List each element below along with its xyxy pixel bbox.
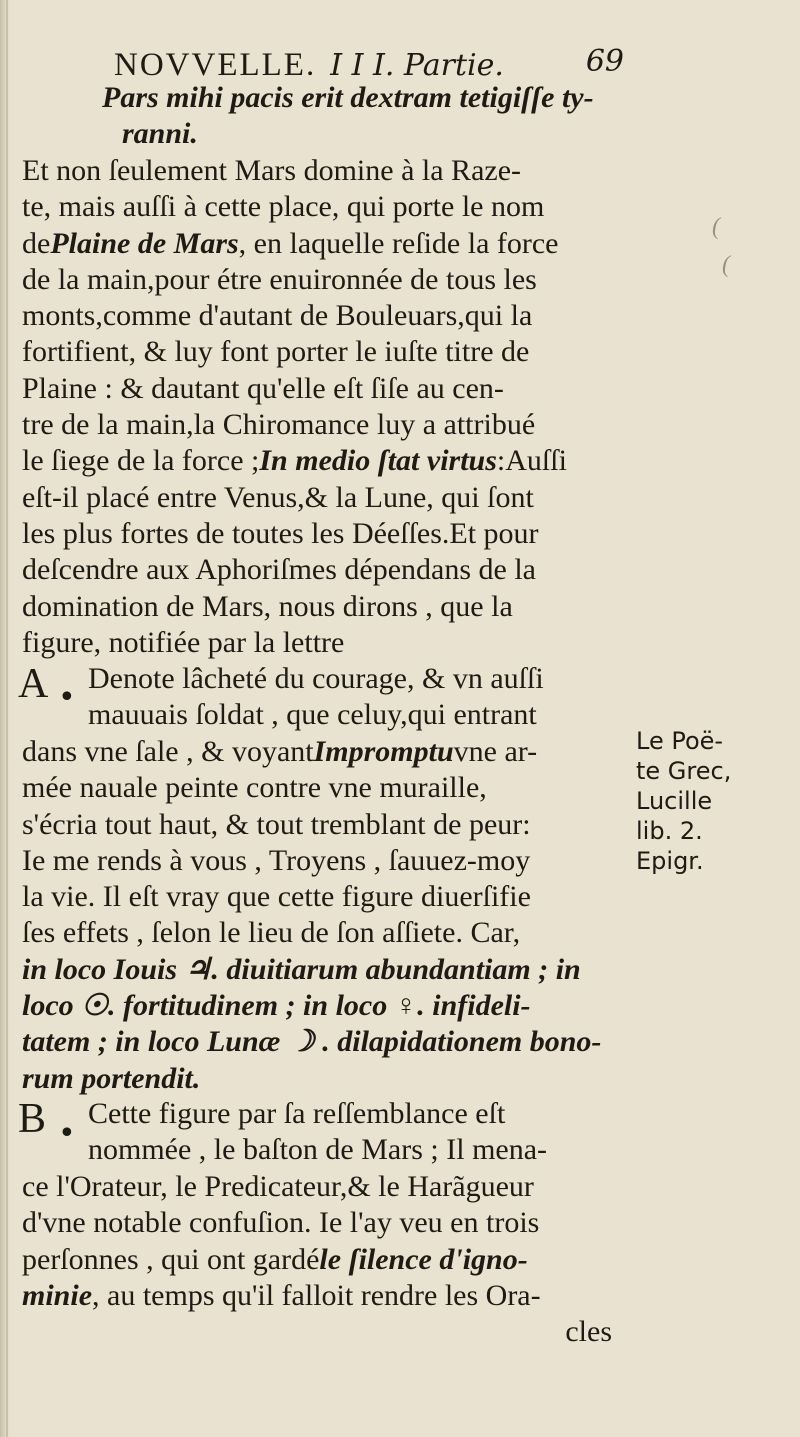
text-run: vne ar-: [453, 735, 538, 768]
marginal-line: Epigr.: [636, 847, 704, 875]
text-run: Plaine : & dautant qu'elle eſt ſiſe au cen-: [22, 371, 504, 405]
paragraph-mars-plain: [22, 153, 622, 661]
italic-run: tatem ; in loco Lunæ ☽ . dilapidationem bono-: [22, 1025, 602, 1059]
text-run: figure, notifiée par la lettre: [22, 625, 345, 659]
text-line: [22, 1242, 622, 1278]
text-run: :Auſſi: [496, 444, 567, 478]
text-line: [22, 189, 622, 225]
text-line: [22, 770, 622, 806]
drop-initial-a: A: [18, 661, 49, 707]
catchword: cles: [565, 1315, 612, 1349]
text-run: de: [22, 226, 51, 260]
text-line: [22, 734, 622, 770]
header-part: I I I. Partie.: [330, 48, 504, 83]
marginal-line: Le Poë-: [636, 727, 724, 755]
section-a-hanging: [88, 661, 616, 734]
drop-initial-b: B: [18, 1096, 47, 1142]
section-b-body: [22, 1169, 622, 1350]
text-line: [88, 1132, 616, 1168]
running-header: [114, 44, 634, 84]
text-run: Et non ſeulement Mars domine à la Raze-: [22, 154, 521, 187]
header-title: NOVVELLE.: [114, 47, 317, 83]
text-line: [22, 1278, 622, 1314]
latin-line: [22, 952, 622, 988]
marginal-line: Lucille: [636, 787, 713, 815]
section-a-body: [22, 734, 622, 1097]
margin-pencil-mark: (: [712, 214, 720, 240]
text-line: [22, 371, 622, 407]
quote-text: Pars mihi pacis erit dextram tetigiſſe ty-: [102, 81, 594, 114]
text-line: [22, 443, 622, 479]
text-run: tre de la main,la Chiromance luy a attribué: [22, 408, 536, 442]
text-line: [88, 661, 616, 697]
text-run: eſt-il placé entre Venus,& la Lune, qui ſont: [22, 480, 534, 514]
quote-line: [22, 116, 622, 152]
italic-run: Impromptu: [313, 735, 454, 768]
text-run: mée nauale peinte contre vne muraille,: [22, 771, 487, 805]
catchword-line: [22, 1314, 622, 1350]
quote-text: ranni.: [122, 117, 198, 151]
text-line: [22, 552, 622, 588]
text-run: te, mais auſſi à cette place, qui porte le nom: [22, 190, 545, 224]
italic-run: Plaine de Mars: [50, 226, 239, 260]
italic-run: le ſilence d'igno-: [319, 1242, 528, 1276]
latin-line: [22, 1061, 622, 1097]
text-run: , au temps qu'il falloit rendre les Ora-: [92, 1278, 541, 1312]
text-run: deſcendre aux Aphoriſmes dépendans de la: [22, 553, 536, 587]
quote-line: [22, 80, 622, 116]
text-run: dans vne ſale , & voyant: [22, 735, 314, 768]
text-run: de la main,pour étre enuironnée de tous les: [22, 262, 537, 296]
italic-run: in loco Iouis ♃. diuitiarum abundantiam ; in: [22, 952, 581, 986]
text-line: [22, 1205, 622, 1241]
text-run: Cette figure par ſa reſſemblance eſt: [88, 1097, 506, 1130]
page-binding-edge: [0, 0, 10, 1437]
text-line: [22, 516, 622, 552]
text-line: [22, 153, 622, 189]
text-line: [22, 298, 622, 334]
marginal-note: [636, 726, 786, 876]
text-line: [22, 915, 622, 951]
text-run: Ie me rends à vous , Troyens , ſauuez-moy: [22, 843, 531, 877]
text-run: domination de Mars, nous dirons , que la: [22, 589, 513, 623]
initial-dot: •: [58, 680, 76, 715]
text-line: [22, 879, 622, 915]
text-run: , en laquelle reſide la force: [238, 226, 559, 260]
text-run: les plus fortes de toutes les Déeſſes.Et pour: [22, 516, 539, 550]
italic-run: minie: [22, 1278, 93, 1312]
italic-run: In medio ſtat virtus: [259, 444, 497, 478]
italic-run: loco ☉. fortitudinem ; in loco ♀. infideli-: [22, 989, 531, 1023]
text-line: [22, 1169, 622, 1205]
text-run: Denote lâcheté du courage, & vn auſſi: [88, 662, 544, 695]
page-number: 69: [585, 44, 624, 79]
text-run: nommée , le baſton de Mars ; Il mena-: [88, 1133, 548, 1167]
text-run: le ſiege de la force ;: [22, 444, 260, 478]
text-run: perſonnes , qui ont gardé: [22, 1242, 320, 1276]
text-line: [22, 843, 622, 879]
text-run: la vie. Il eſt vray que cette figure diuerſifie: [22, 880, 531, 914]
latin-line: [22, 1024, 622, 1060]
text-run: mauuais ſoldat , que celuy,qui entrant: [88, 698, 537, 732]
text-run: ce l'Orateur, le Predicateur,& le Harãgueur: [22, 1170, 534, 1203]
text-run: fortifient, & luy font porter le iuſte titre de: [22, 335, 530, 369]
text-run: d'vne notable confuſion. Ie l'ay veu en trois: [22, 1206, 540, 1240]
text-line: [22, 407, 622, 443]
text-run: ſes effets , ſelon le lieu de ſon aſſiete. Car,: [22, 916, 521, 950]
text-line: [22, 480, 622, 516]
italic-run: rum portendit.: [22, 1061, 201, 1095]
text-line: [22, 589, 622, 625]
text-line: [22, 625, 622, 661]
text-line: [22, 226, 622, 262]
marginal-line: lib. 2.: [636, 817, 703, 845]
latin-line: [22, 988, 622, 1024]
margin-pencil-mark: (: [722, 252, 730, 278]
page-gutter-shadow: [6, 0, 8, 1437]
text-run: s'écria tout haut, & tout tremblant de peur:: [22, 807, 531, 841]
text-line: [88, 697, 616, 733]
latin-quote: [22, 80, 622, 153]
text-run: monts,comme d'autant de Bouleuars,qui la: [22, 299, 533, 333]
text-line: [22, 262, 622, 298]
section-b-hanging: [88, 1096, 616, 1169]
text-line: [88, 1096, 616, 1132]
initial-dot: •: [58, 1116, 76, 1151]
text-line: [22, 334, 622, 370]
marginal-line: te Grec,: [636, 757, 732, 785]
text-line: [22, 807, 622, 843]
